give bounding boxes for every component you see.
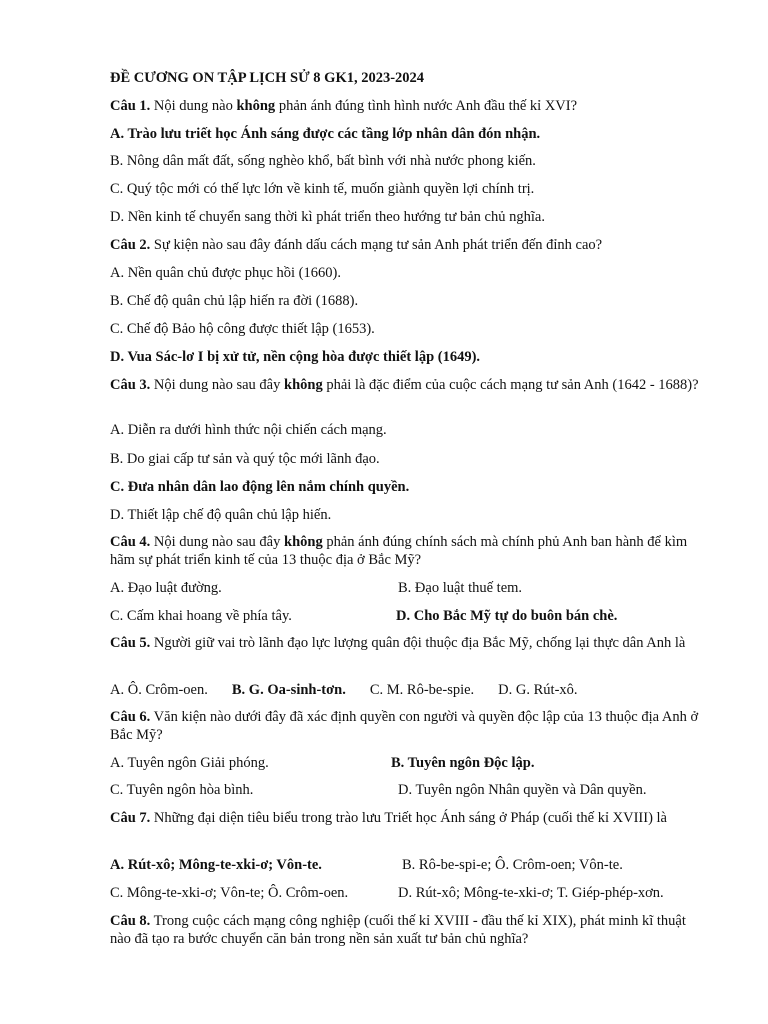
q4-option-d: D. Cho Bắc Mỹ tự do buôn bán chè.: [396, 608, 618, 624]
question-8: [110, 912, 706, 948]
question-text: Trong cuộc cách mạng công nghiệp (cuối thế kỉ XVIII - đầu thế kỉ XIX), phát minh kĩ thuật nào đã tạo ra bước chuyển căn bản trong nền sản xuất tư bản chủ nghĩa?: [110, 913, 686, 947]
question-emphasis: không: [236, 98, 276, 114]
question-text: phải là đặc điểm của cuộc cách mạng tư sản Anh (1642 - 1688)?: [322, 377, 699, 393]
q7-option-b: B. Rô-be-spi-e; Ô. Crôm-oen; Vôn-te.: [402, 857, 623, 873]
question-label: Câu 3.: [110, 377, 151, 393]
q6-option-d: D. Tuyên ngôn Nhân quyền và Dân quyền.: [398, 782, 647, 798]
q6-row-1: [110, 754, 710, 772]
question-text: phản ánh đúng chính sách mà chính phủ Anh ban hành để kìm hãm sự phát triển kinh tế của 13 thuộc địa ở Bắc Mỹ?: [110, 534, 688, 568]
question-emphasis: không: [284, 377, 323, 393]
q5-options-row: [110, 681, 710, 699]
q6-row-2: [110, 781, 710, 799]
q2-option-b: B. Chế độ quân chủ lập hiến ra đời (1688).: [110, 293, 359, 309]
q5-option-a: A. Ô. Crôm-oen.: [110, 682, 208, 698]
q2-option-a: A. Nền quân chủ được phục hồi (1660).: [110, 265, 341, 281]
question-text: Sự kiện nào sau đây đánh dấu cách mạng tư sản Anh phát triển đến đỉnh cao?: [150, 237, 603, 253]
question-label: Câu 1.: [110, 98, 151, 114]
q4-row-2: [110, 607, 710, 625]
question-label: Câu 8.: [110, 913, 151, 929]
q1-option-d: D. Nền kinh tế chuyển sang thời kì phát triển theo hướng tư bản chủ nghĩa.: [110, 209, 545, 225]
question-text: Những đại diện tiêu biểu trong trào lưu Triết học Ánh sáng ở Pháp (cuối thế kỉ XVIII) là: [150, 810, 667, 826]
q3-option-b: B. Do giai cấp tư sản và quý tộc mới lãnh đạo.: [110, 451, 380, 467]
q3-option-a: A. Diễn ra dưới hình thức nội chiến cách mạng.: [110, 422, 387, 438]
question-label: Câu 7.: [110, 810, 151, 826]
question-emphasis: không: [284, 534, 323, 550]
question-6: [110, 708, 706, 744]
question-7: [110, 809, 706, 827]
q1-option-a: A. Trào lưu triết học Ánh sáng được các tầng lớp nhân dân đón nhận.: [110, 126, 541, 142]
question-label: Câu 6.: [110, 709, 151, 725]
question-label: Câu 4.: [110, 534, 151, 550]
q7-row-1: [110, 856, 710, 874]
q3-option-c: C. Đưa nhân dân lao động lên nắm chính quyền.: [110, 479, 410, 495]
question-2: [110, 236, 710, 254]
q6-option-a: A. Tuyên ngôn Giải phóng.: [110, 755, 269, 771]
q2-option-d: D. Vua Sác-lơ I bị xử tử, nền cộng hòa được thiết lập (1649).: [110, 349, 481, 365]
q5-option-c: C. M. Rô-be-spie.: [369, 682, 475, 698]
q7-row-2: [110, 884, 710, 902]
question-text: Người giữ vai trò lãnh đạo lực lượng quân đội thuộc địa Bắc Mỹ, chống lại thực dân Anh là: [150, 635, 686, 651]
question-5: [110, 634, 706, 652]
q1-option-c: C. Quý tộc mới có thế lực lớn về kinh tế, muốn giành quyền lợi chính trị.: [110, 181, 535, 197]
q6-option-b: B. Tuyên ngôn Độc lập.: [391, 755, 535, 771]
q3-option-d: D. Thiết lập chế độ quân chủ lập hiến.: [110, 507, 332, 523]
q2-option-c: C. Chế độ Bảo hộ công được thiết lập (1653).: [110, 321, 375, 337]
q6-option-c: C. Tuyên ngôn hòa bình.: [110, 782, 254, 798]
q1-option-b: B. Nông dân mất đất, sống nghèo khổ, bất bình với nhà nước phong kiến.: [110, 153, 536, 169]
question-text: Nội dung nào sau đây: [150, 377, 284, 393]
question-text: Văn kiện nào dưới đây đã xác định quyền con người và quyền độc lập của 13 thuộc địa Anh ở Bắc Mỹ?: [110, 709, 699, 743]
question-3: [110, 376, 706, 394]
question-text: phản ánh đúng tình hình nước Anh đầu thế kỉ XVI?: [275, 98, 578, 114]
q4-row-1: [110, 579, 710, 597]
question-1: [110, 97, 710, 115]
question-text: Nội dung nào: [150, 98, 237, 114]
question-4: [110, 533, 706, 569]
question-text: Nội dung nào sau đây: [150, 534, 284, 550]
q4-option-b: B. Đạo luật thuế tem.: [398, 580, 523, 596]
q7-option-d: D. Rút-xô; Mông-te-xki-ơ; T. Giép-phép-xơn.: [398, 885, 664, 901]
q4-option-c: C. Cấm khai hoang về phía tây.: [110, 608, 292, 624]
q7-option-c: C. Mông-te-xki-ơ; Vôn-te; Ô. Crôm-oen.: [110, 885, 349, 901]
question-label: Câu 5.: [110, 635, 151, 651]
q4-option-a: A. Đạo luật đường.: [110, 580, 222, 596]
q7-option-a: A. Rút-xô; Mông-te-xki-ơ; Vôn-te.: [110, 857, 322, 873]
q5-option-b: B. G. Oa-sinh-tơn.: [231, 682, 346, 698]
q5-option-d: D. G. Rút-xô.: [498, 682, 578, 698]
document-title: ĐỀ CƯƠNG ON TẬP LỊCH SỬ 8 GK1, 2023-2024: [110, 70, 425, 86]
question-label: Câu 2.: [110, 237, 151, 253]
